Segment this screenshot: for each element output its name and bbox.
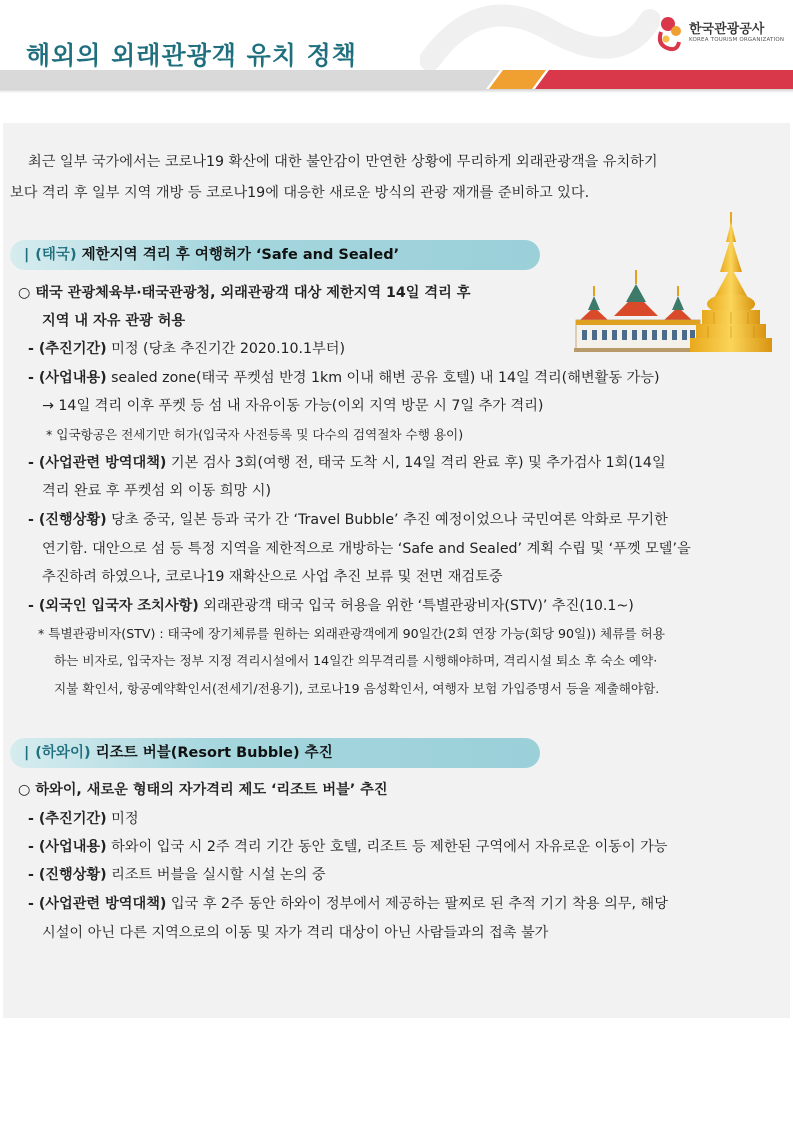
thailand-period-label: - (추진기간) — [28, 341, 107, 357]
thailand-period-text: 미정 (당초 추진기간 2020.10.1부터) — [106, 341, 345, 357]
hawaii-headline: ○ 하와이, 새로운 형태의 자가격리 제도 ‘리조트 버블’ 추진 — [18, 782, 388, 798]
thai-temple-illustration — [574, 212, 774, 358]
intro-line-2: 보다 격리 후 일부 지역 개방 등 코로나19에 대응한 새로운 방식의 관광 재개를 준비하고 있다. — [10, 185, 590, 201]
stv-note-2: 하는 비자로, 입국자는 정부 지정 격리시설에서 14일간 의무격리를 시행해야하며, 격리시설 퇴소 후 숙소 예약· — [54, 653, 658, 668]
header-color-stripe — [0, 70, 793, 89]
hawaii-period-text: 미정 — [106, 811, 139, 827]
hawaii-period-label: - (추진기간) — [28, 811, 107, 827]
organization-logo — [655, 14, 785, 58]
section-pipe: | — [24, 247, 30, 263]
thailand-quarantine-text: 기본 검사 3회(여행 전, 태국 도착 시, 14일 격리 완료 후) 및 추가검사 1회(14일 — [166, 455, 666, 471]
section-header-thailand — [10, 240, 540, 270]
page-title: 해외의 외래관광객 유치 정책 — [26, 41, 357, 70]
thailand-foreign-label: - (외국인 입국자 조치사항) — [28, 598, 199, 614]
thailand-business-label: - (사업내용) — [28, 370, 107, 386]
thailand-progress-cont-1: 연기함. 대안으로 섬 등 특정 지역을 제한적으로 개방하는 ‘Safe and Sealed’ 계획 수립 및 ‘푸껫 모델’을 — [42, 541, 691, 557]
hawaii-progress — [28, 864, 326, 886]
header-shadow — [0, 89, 793, 93]
stv-note-3: 지불 확인서, 항공예약확인서(전세기/전용기), 코로나19 음성확인서, 여행자 보험 가입증명서 등을 제출해야함. — [54, 681, 660, 696]
thailand-foreign-text: 외래관광객 태국 입국 허용을 위한 ‘특별관광비자(STV)’ 추진(10.1~) — [198, 598, 634, 614]
thailand-foreign — [28, 595, 634, 617]
hawaii-progress-label: - (진행상황) — [28, 867, 107, 883]
thailand-headline-1: ○ 태국 관광체육부·태국관광청, 외래관광객 대상 제한지역 14일 격리 후 — [18, 285, 471, 301]
section-pipe: | — [24, 745, 30, 761]
hawaii-progress-text: 리조트 버블을 실시할 시설 논의 중 — [106, 867, 326, 883]
hawaii-quarantine-cont: 시설이 아닌 다른 지역으로의 이동 및 자가 격리 대상이 아닌 사람들과의 접촉 불가 — [42, 925, 549, 941]
korea-tourism-logo-icon — [655, 14, 687, 58]
section-header-hawaii — [10, 738, 540, 768]
hawaii-quarantine — [28, 893, 668, 915]
hawaii-business-label: - (사업내용) — [28, 839, 107, 855]
section-title: 리조트 버블(Resort Bubble) 추진 — [95, 745, 333, 761]
thailand-quarantine — [28, 452, 666, 474]
thailand-quarantine-label: - (사업관련 방역대책) — [28, 455, 167, 471]
thailand-business — [28, 367, 659, 389]
hawaii-period — [28, 808, 139, 830]
page-header — [0, 0, 793, 92]
stv-note-1: * 특별관광비자(STV) : 태국에 장기체류를 원하는 외래관광객에게 90일간(2회 연장 가능(회당 90일)) 체류를 허용 — [38, 626, 665, 641]
section-country: (태국) — [35, 247, 77, 263]
thailand-business-text: sealed zone(태국 푸켓섬 반경 1km 이내 해변 공유 호텔) 내 14일 격리(해변활동 가능) — [106, 370, 660, 386]
intro-line-1: 최근 일부 국가에서는 코로나19 확산에 대한 불안감이 만연한 상황에 무리하게 외래관광객을 유치하기 — [28, 154, 658, 170]
logo-name-korean: 한국관광공사 — [689, 22, 765, 37]
section-country: (하와이) — [35, 745, 91, 761]
thailand-period — [28, 338, 345, 360]
thailand-progress-cont-2: 추진하려 하였으나, 코로나19 재확산으로 사업 추진 보류 및 전면 재검토중 — [42, 569, 503, 585]
thailand-business-cont: → 14일 격리 이후 푸켓 등 섬 내 자유이동 가능(이외 지역 방문 시 7일 추가 격리) — [42, 398, 544, 414]
logo-name-english: KOREA TOURISM ORGANIZATION — [689, 37, 785, 43]
thailand-business-note: * 입국항공은 전세기만 허가(입국자 사전등록 및 다수의 검역절차 수행 용이) — [46, 427, 464, 442]
hawaii-quarantine-label: - (사업관련 방역대책) — [28, 896, 167, 912]
section-title: 제한지역 격리 후 여행허가 ‘Safe and Sealed’ — [81, 247, 400, 263]
header-watermark-decoration — [420, 0, 660, 70]
thailand-progress-text: 당초 중국, 일본 등과 국가 간 ‘Travel Bubble’ 추진 예정이었으나 국민여론 악화로 무기한 — [106, 512, 668, 528]
thailand-quarantine-cont: 격리 완료 후 푸켓섬 외 이동 희망 시) — [42, 483, 271, 499]
thailand-progress — [28, 509, 668, 531]
intro-paragraph — [10, 147, 782, 209]
hawaii-business — [28, 836, 668, 858]
hawaii-business-text: 하와이 입국 시 2주 격리 기간 동안 호텔, 리조트 등 제한된 구역에서 자유로운 이동이 가능 — [106, 839, 668, 855]
thailand-headline-2: 지역 내 자유 관광 허용 — [42, 313, 186, 329]
thailand-progress-label: - (진행상황) — [28, 512, 107, 528]
hawaii-quarantine-text: 입국 후 2주 동안 하와이 정부에서 제공하는 팔찌로 된 추적 기기 착용 의무, 해당 — [166, 896, 668, 912]
